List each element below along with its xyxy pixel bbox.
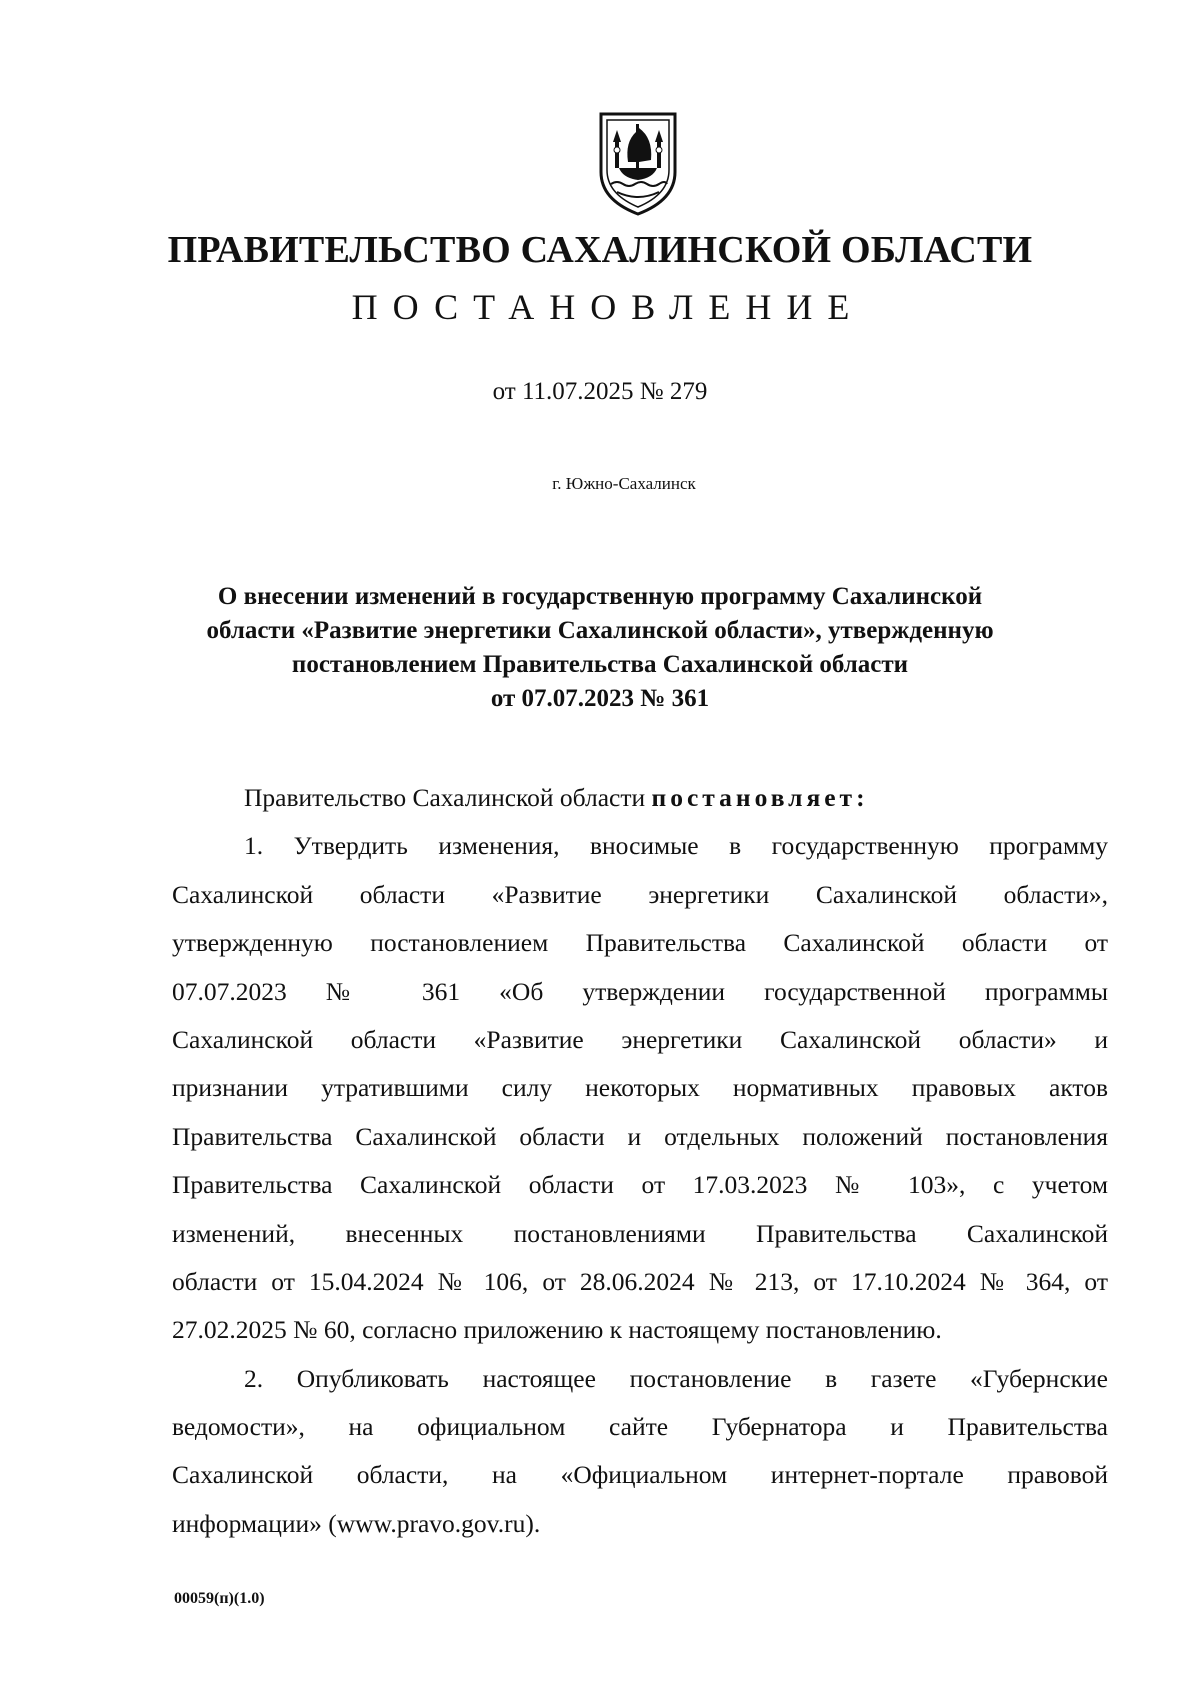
item-2-line: ведомости», на официальном сайте Губернатора и Правительства [172, 1412, 1108, 1442]
item-1-line: Правительства Сахалинской области от 17.03.2023 № 103», с учетом [172, 1170, 1108, 1200]
item-1-line: области от 15.04.2024 № 106, от 28.06.2024 № 213, от 17.10.2024 № 364, от [172, 1266, 1108, 1296]
coat-of-arms-icon [595, 112, 681, 216]
preamble [172, 774, 1108, 822]
item-2-line: информации» (www.pravo.gov.ru). [172, 1508, 541, 1538]
item-1-line: Сахалинской области «Развитие энергетики Сахалинской области» и [172, 1024, 1108, 1054]
document-date-number: от 11.07.2025 № 279 [492, 378, 708, 405]
document-body [172, 774, 1108, 1548]
item-1-line: Правительства Сахалинской области и отдельных положений постановления [172, 1121, 1108, 1151]
item-1-line: изменений, внесенных постановлениями Правительства Сахалинской [172, 1218, 1108, 1248]
subject-line: области «Развитие энергетики Сахалинской области», утвержденную [206, 617, 994, 644]
document-type: ПОСТАНОВЛЕНИЕ [351, 287, 865, 327]
subject-line: от 07.07.2023 № 361 [490, 685, 710, 712]
subject-line: О внесении изменений в государственную программу Сахалинской [217, 583, 983, 610]
item-1-line: утвержденную постановлением Правительства Сахалинской области от [172, 928, 1108, 958]
item-2-line: 2. Опубликовать настоящее постановление в газете «Губернские [244, 1363, 1108, 1393]
item-1-line: признании утратившими силу некоторых нормативных правовых актов [172, 1073, 1108, 1103]
document-subject [150, 580, 1050, 716]
form-code: 00059(п)(1.0) [174, 1590, 265, 1607]
item-1-line: Сахалинской области «Развитие энергетики Сахалинской области», [172, 879, 1108, 909]
preamble-verb: постановляет: [651, 783, 869, 812]
item-1-line: 27.02.2025 № 60, согласно приложению к настоящему постановлению. [172, 1315, 942, 1345]
subject-line: постановлением Правительства Сахалинской области [291, 651, 909, 678]
item-1 [172, 822, 1108, 1354]
item-2 [172, 1355, 1108, 1549]
item-1-line: 07.07.2023 № 361 «Об утверждении государственной программы [172, 976, 1108, 1006]
item-1-line: 1. Утвердить изменения, вносимые в государственную программу [244, 831, 1108, 861]
government-title: ПРАВИТЕЛЬСТВО САХАЛИНСКОЙ ОБЛАСТИ [167, 229, 1033, 271]
item-2-line: Сахалинской области, на «Официальном интернет-портале правовой [172, 1460, 1108, 1490]
preamble-text: Правительство Сахалинской области [244, 783, 646, 812]
document-city: г. Южно-Сахалинск [552, 474, 696, 493]
